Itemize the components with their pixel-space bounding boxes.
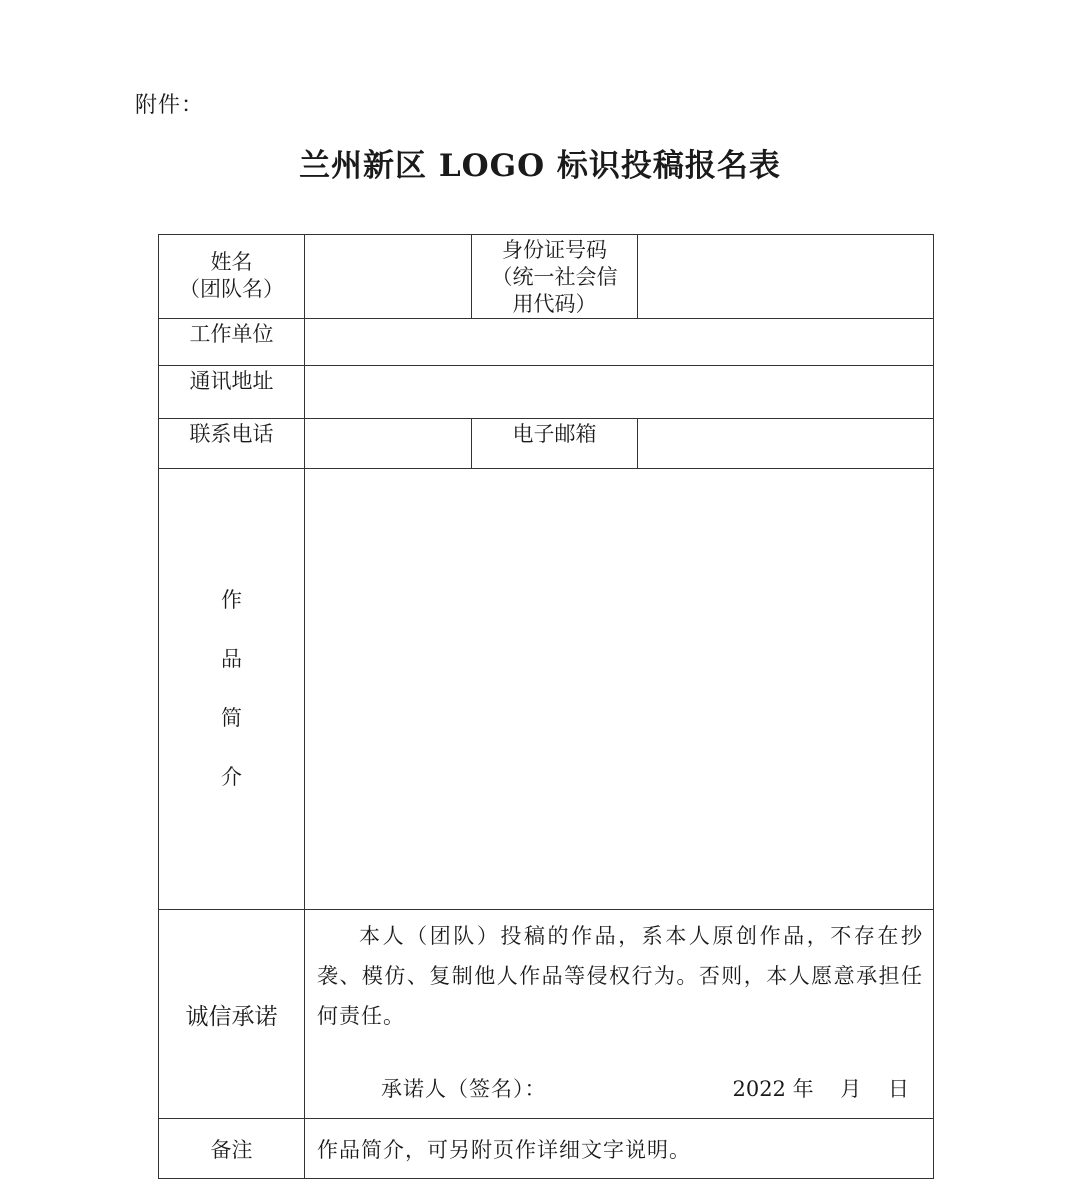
row-remark xyxy=(159,1119,934,1179)
name-label-line2: （团队名） xyxy=(179,277,284,301)
address-label: 通讯地址 xyxy=(159,366,305,419)
intro-label-char: 作 xyxy=(221,588,242,612)
row-address xyxy=(159,366,934,419)
row-phone-email xyxy=(159,419,934,469)
attachment-label: 附件： xyxy=(135,93,205,118)
name-label-line1: 姓名 xyxy=(210,250,253,274)
pledge-text: 本人（团队）投稿的作品，系本人原创作品，不存在抄袭、模仿、复制他人作品等侵权行为。否则，本人愿意承担任何责任。 xyxy=(317,924,923,1028)
employer-field[interactable] xyxy=(305,319,934,366)
row-pledge xyxy=(159,910,934,1119)
id-label-line2: （统一社会信 xyxy=(491,265,618,289)
id-label-line1: 身份证号码 xyxy=(502,238,607,262)
intro-label-char: 简 xyxy=(221,706,242,730)
remark-text: 作品简介，可另附页作详细文字说明。 xyxy=(305,1119,934,1179)
signature-line xyxy=(317,1069,923,1109)
row-intro xyxy=(159,469,934,910)
intro-label-char: 品 xyxy=(221,647,242,671)
name-field[interactable] xyxy=(305,235,472,319)
remark-label: 备注 xyxy=(159,1119,305,1179)
intro-label-char: 介 xyxy=(221,765,242,789)
id-label-line3: 用代码） xyxy=(512,292,597,316)
id-number-field[interactable] xyxy=(638,235,934,319)
row-name-id xyxy=(159,235,934,319)
signer-label[interactable]: 承诺人（签名）： xyxy=(381,1077,547,1101)
pledge-date: 2022 年 月 日 xyxy=(732,1077,909,1101)
email-label: 电子邮箱 xyxy=(472,419,638,469)
pledge-label: 诚信承诺 xyxy=(159,910,305,1119)
intro-field[interactable] xyxy=(305,469,934,910)
employer-label: 工作单位 xyxy=(159,319,305,366)
registration-form-table xyxy=(158,234,934,1179)
form-title: 兰州新区 LOGO 标识投稿报名表 xyxy=(299,148,781,184)
intro-label xyxy=(159,469,305,910)
email-field[interactable] xyxy=(638,419,934,469)
name-label xyxy=(159,235,305,319)
phone-field[interactable] xyxy=(305,419,472,469)
address-field[interactable] xyxy=(305,366,934,419)
row-employer xyxy=(159,319,934,366)
id-label xyxy=(472,235,638,319)
phone-label: 联系电话 xyxy=(159,419,305,469)
pledge-cell xyxy=(305,910,934,1119)
